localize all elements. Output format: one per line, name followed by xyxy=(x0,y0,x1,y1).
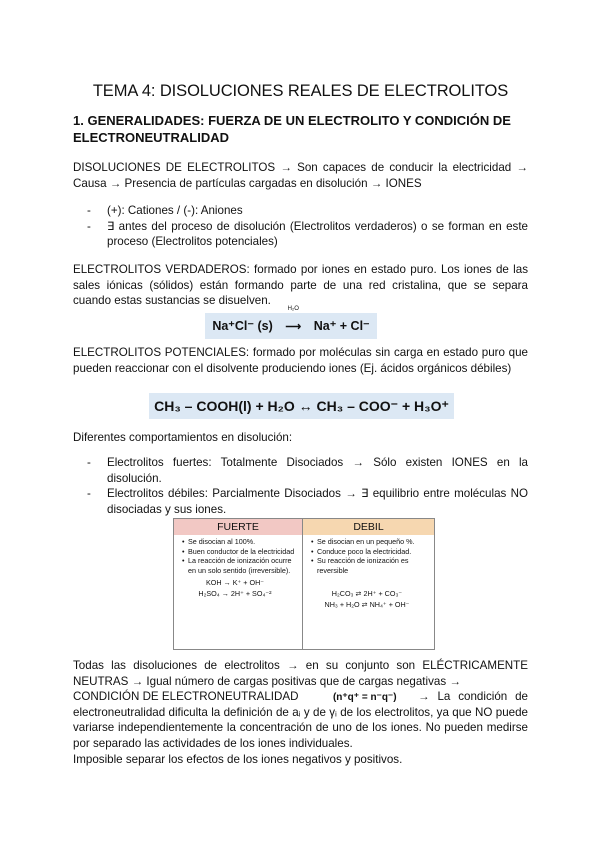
table-equation: KOH → K⁺ + OH⁻ xyxy=(205,578,265,587)
table-cell: • Se disocian en un pequeño %. xyxy=(311,537,431,547)
comparison-table xyxy=(173,518,435,650)
formula-nacl: Na⁺Cl⁻ (s) H₂O ⟶ Na⁺ + Cl⁻ xyxy=(205,313,377,339)
bullet-list-electrolitos xyxy=(87,455,528,517)
final-paragraph-3: Imposible separar los efectos de los iones negativos y positivos. xyxy=(73,753,403,766)
table-cell: • Conduce poco la electricidad. xyxy=(311,547,431,557)
intro-paragraph: DISOLUCIONES DE ELECTROLITOS → Son capaces de conducir la electricidad → Causa → Presencia de partículas cargadas en disolución → IONES xyxy=(73,161,528,190)
table-cell: • Se disocian al 100%. xyxy=(182,537,296,547)
electroneutrality-formula: (n⁺q⁺ = n⁻q⁻) xyxy=(332,692,397,703)
table-equation: H₂SO₄ → 2H⁺ + SO₄⁻² xyxy=(198,588,272,598)
table-header-fuerte: FUERTE xyxy=(174,519,303,535)
potenciales-paragraph: ELECTROLITOS POTENCIALES: formado por moléculas sin carga en estado puro que pueden reaccionar con el disolvente produciendo iones (Ej. ácidos orgánicos débiles) xyxy=(73,346,528,375)
final-paragraph-1: Todas las disoluciones de electrolitos → en su conjunto son ELÉCTRICAMENTE NEUTRAS → Igual número de cargas positivas que de cargas negativas → xyxy=(73,659,528,688)
table-header-debil: DEBIL xyxy=(303,519,434,535)
table-equation: NH₃ + H₂O ⇄ NH₄⁺ + OH⁻ xyxy=(324,599,410,609)
verdaderos-paragraph: ELECTROLITOS VERDADEROS: formado por iones en estado puro. Los iones de las sales iónicas (sólidos) están formando parte de una red cristalina, que se separa cuando estas sustancias se disuelven. xyxy=(73,263,528,307)
table-cell: • Su reacción de ionización es reversible xyxy=(311,556,431,575)
comportamientos-paragraph: Diferentes comportamientos en disolución: xyxy=(73,431,293,444)
formula-acetic: CH₃ – COOH(l) + H₂O ↔ CH₃ – COO⁻ + H₃O⁺ xyxy=(149,393,454,419)
list-item: - Electrolitos débiles: Parcialmente Disociados → ∃ equilibrio entre moléculas NO disociadas y sus iones. xyxy=(87,487,528,516)
final-paragraph-cond: CONDICIÓN DE ELECTRONEUTRALIDAD (n⁺q⁺ = n⁻q⁻) xyxy=(73,690,397,703)
table-cell: • La reacción de ionización ocurre en un solo sentido (irreversible). xyxy=(182,556,296,575)
table-equation: H₂CO₃ ⇄ 2H⁺ + CO₃⁻ xyxy=(331,589,403,598)
final-paragraph-2: → La condición de electroneutralidad dificulta la definición de aᵢ y de γᵢ de los electrolitos, ya que NO puede variarse independientemente la concentración de uno de los iones. No pueden medirse por separado las actividades de los iones individuales. xyxy=(73,690,528,750)
list-item: - ∃ antes del proceso de disolución (Electrolitos verdaderos) o se forman en este proceso (Electrolitos potenciales) xyxy=(87,219,528,248)
table-cell: • Buen conductor de la electricidad xyxy=(182,547,296,557)
list-item: - Electrolitos fuertes: Totalmente Disociados → Sólo existen IONES en la disolución. xyxy=(87,456,528,485)
table-col-debil xyxy=(303,537,431,609)
table-col-fuerte xyxy=(174,537,296,598)
section-heading: 1. GENERALIDADES: FUERZA DE UN ELECTROLITO Y CONDICIÓN DE ELECTRONEUTRALIDAD xyxy=(73,113,511,145)
list-item: - (+): Cationes / (-): Aniones xyxy=(87,204,243,217)
page-title: TEMA 4: DISOLUCIONES REALES DE ELECTROLITOS xyxy=(92,82,509,100)
bullet-list-ions xyxy=(87,203,528,250)
